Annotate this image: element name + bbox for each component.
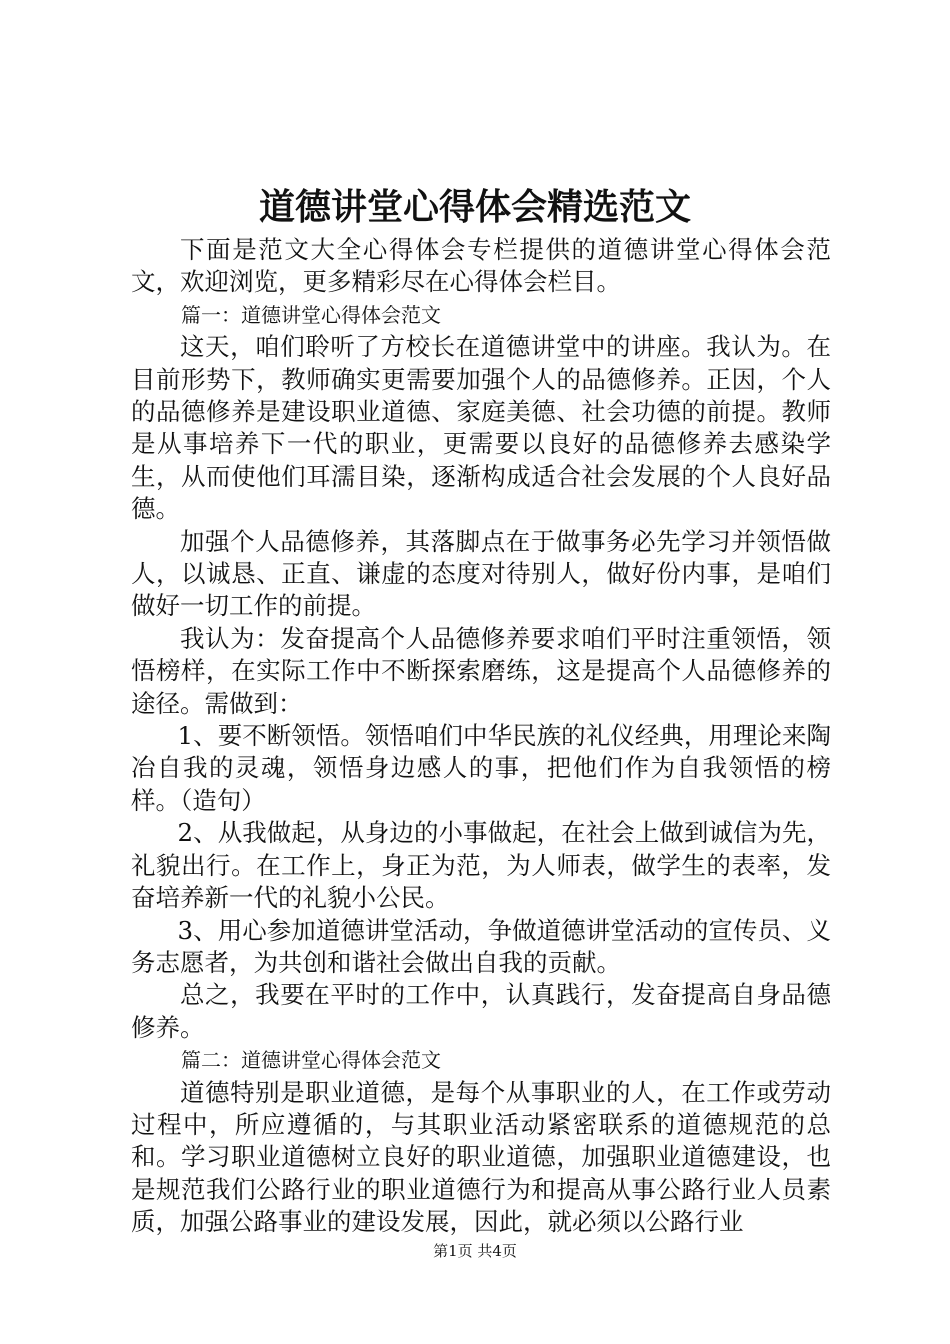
section-heading-1: 篇一：道德讲堂心得体会范文 xyxy=(181,302,441,327)
document-body xyxy=(131,234,831,1239)
list-item-3: 3、用心参加道德讲堂活动，争做道德讲堂活动的宣传员、义务志愿者，为共创和谐社会做出自我的贡献。 xyxy=(131,915,831,977)
body-paragraph: 加强个人品德修养，其落脚点在于做事务必先学习并领悟做人，以诚恳、正直、谦虚的态度对待别人，做好份内事，是咱们做好一切工作的前提。 xyxy=(131,526,831,621)
section-heading-2: 篇二：道德讲堂心得体会范文 xyxy=(181,1048,441,1073)
body-paragraph: 道德特别是职业道德，是每个从事职业的人，在工作或劳动过程中，所应遵循的，与其职业活动紧密联系的道德规范的总和。学习职业道德树立良好的职业道德，加强职业道德建设，也是规范我们公路行业的职业道德行为和提高从事公路行业人员素质，加强公路事业的建设发展，因此，就必须以公路行业 xyxy=(131,1077,831,1237)
body-paragraph: 这天，咱们聆听了方校长在道德讲堂中的讲座。我认为。在目前形势下，教师确实更需要加强个人的品德修养。正因，个人的品德修养是建设职业道德、家庭美德、社会功德的前提。教师是从事培养下一代的职业，更需要以良好的品德修养去感染学生，从而使他们耳濡目染，逐渐构成适合社会发展的个人良好品德。 xyxy=(131,332,831,524)
body-paragraph: 总之，我要在平时的工作中，认真践行，发奋提高自身品德修养。 xyxy=(131,980,831,1042)
page-footer: 第1页 共4页 xyxy=(433,1242,517,1260)
body-paragraph: 我认为：发奋提高个人品德修养要求咱们平时注重领悟，领悟榜样，在实际工作中不断探索磨练，这是提高个人品德修养的途径。需做到： xyxy=(131,623,831,718)
document-title: 道德讲堂心得体会精选范文 xyxy=(258,187,691,228)
list-item-2: 2、从我做起，从身边的小事做起，在社会上做到诚信为先，礼貌出行。在工作上，身正为范，为人师表，做学生的表率，发奋培养新一代的礼貌小公民。 xyxy=(131,818,831,913)
list-item-1: 1、要不断领悟。领悟咱们中华民族的礼仪经典，用理论来陶冶自我的灵魂，领悟身边感人的事，把他们作为自我领悟的榜样。（造句） xyxy=(131,721,831,815)
intro-paragraph: 下面是范文大全心得体会专栏提供的道德讲堂心得体会范文，欢迎浏览，更多精彩尽在心得体会栏目。 xyxy=(131,235,831,297)
